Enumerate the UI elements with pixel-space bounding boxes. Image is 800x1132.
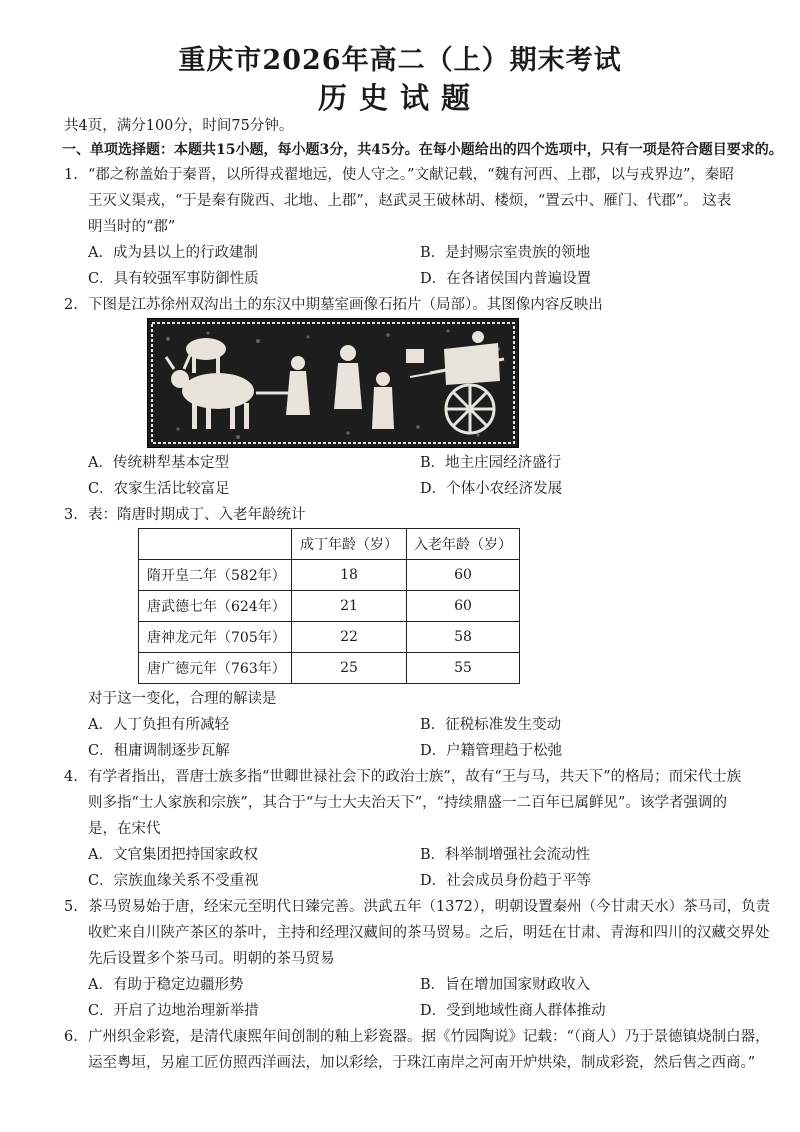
- option-d[interactable]: D．受到地域性商人群体推动: [420, 1003, 606, 1019]
- question-text: 对于这一变化，合理的解读是: [88, 691, 277, 707]
- table-cell-period: 唐广德元年（763年）: [139, 653, 292, 684]
- table-cell-period: 隋开皇二年（582年）: [139, 560, 292, 591]
- question-number: 2.: [64, 297, 78, 313]
- question-number: 1.: [64, 167, 78, 183]
- table-cell-period: 唐武德七年（624年）: [139, 591, 292, 622]
- question-text: 广州织金彩瓷，是清代康熙年间创制的釉上彩瓷器。据《竹园陶说》记载：“（商人）乃于景德镇烧制白器，: [88, 1029, 770, 1045]
- option-c[interactable]: C．具有较强军事防御性质: [88, 271, 259, 287]
- option-c[interactable]: C．宗族血缘关系不受重视: [88, 873, 259, 889]
- question-text: 是，在宋代: [88, 821, 161, 837]
- option-b[interactable]: B．科举制增强社会流动性: [420, 847, 591, 863]
- option-b[interactable]: B．是封赐宗室贵族的领地: [420, 245, 591, 261]
- question-text: 先后设置多个茶马司。明朝的茶马贸易: [88, 951, 335, 967]
- table-header-cell: 入老年龄（岁）: [407, 529, 520, 560]
- exam-info: 共4页，满分100分，时间75分钟。: [64, 118, 294, 134]
- rubbing-illustration: [148, 319, 518, 447]
- table-cell-old-age: 60: [407, 591, 520, 622]
- option-d[interactable]: D．社会成员身份趋于平等: [420, 873, 592, 889]
- option-b[interactable]: B．旨在增加国家财政收入: [420, 977, 591, 993]
- question-text: 运至粤垣，另雇工匠仿照西洋画法，加以彩绘，于珠江南岸之河南开炉烘染，制成彩瓷，然后售之西商。”: [88, 1055, 756, 1071]
- option-a[interactable]: A．成为县以上的行政建制: [88, 245, 258, 261]
- question-text: 有学者指出，晋唐士族多指“世卿世禄社会下的政治士族”，故有“王与马，共天下”的格局；而宋代士族: [88, 769, 742, 785]
- option-a[interactable]: A．有助于稳定边疆形势: [88, 977, 244, 993]
- option-a[interactable]: A．传统耕犁基本定型: [88, 455, 229, 471]
- subject-title: 历史试题: [317, 81, 482, 115]
- table-cell-adult-age: 22: [292, 622, 407, 653]
- question-number: 6.: [64, 1029, 78, 1045]
- table-row: [139, 653, 520, 684]
- option-c[interactable]: C．开启了边地治理新举措: [88, 1003, 259, 1019]
- table-cell-period: 唐神龙元年（705年）: [139, 622, 292, 653]
- question-text: 王灭义渠戎，“于是秦有陇西、北地、上郡”，赵武灵王破林胡、楼烦，“置云中、雁门、代郡”。 这表: [88, 193, 732, 209]
- question-text: 下图是江苏徐州双沟出土的东汉中期墓室画像石拓片（局部）。其图像内容反映出: [88, 297, 603, 313]
- question-text: 则多指“士人家族和宗族”，其合于“与士大夫治天下”，“持续鼎盛一二百年已属鲜见”。该学者强调的: [88, 795, 727, 811]
- table-cell-adult-age: 21: [292, 591, 407, 622]
- exam-title: 重庆市2026年高二（上）期末考试: [178, 45, 622, 76]
- option-c[interactable]: C．农家生活比较富足: [88, 481, 230, 497]
- table-row: [139, 622, 520, 653]
- option-a[interactable]: A．人丁负担有所减轻: [88, 717, 229, 733]
- question-number: 5.: [64, 899, 78, 915]
- table-cell-adult-age: 18: [292, 560, 407, 591]
- option-b[interactable]: B．地主庄园经济盛行: [420, 455, 562, 471]
- option-c[interactable]: C．租庸调制逐步瓦解: [88, 743, 230, 759]
- question-text: 表：隋唐时期成丁、入老年龄统计: [88, 507, 306, 523]
- question-number: 3.: [64, 507, 78, 523]
- section-heading: 一、单项选择题：本题共15小题，每小题3分，共45分。在每小题给出的四个选项中，只有一项是符合题目要求的。: [62, 142, 783, 158]
- table-cell-old-age: 55: [407, 653, 520, 684]
- stone-relief-rubbing-image: [147, 318, 519, 448]
- table-cell-old-age: 58: [407, 622, 520, 653]
- option-b[interactable]: B．征税标准发生变动: [420, 717, 562, 733]
- question-number: 4.: [64, 769, 78, 785]
- question-text: “郡之称盖始于秦晋，以所得戎翟地远，使人守之。”文献记载，“魏有河西、上郡，以与戎界边”，秦昭: [88, 167, 734, 183]
- question-text: 明当时的“郡”: [88, 219, 176, 235]
- table-header-row: [139, 529, 520, 560]
- table-header-cell: 成丁年龄（岁）: [292, 529, 407, 560]
- table-row: [139, 591, 520, 622]
- table-cell-old-age: 60: [407, 560, 520, 591]
- table-row: [139, 560, 520, 591]
- option-d[interactable]: D．个体小农经济发展: [420, 481, 563, 497]
- table-header-cell: [139, 529, 292, 560]
- question-text: 茶马贸易始于唐，经宋元至明代日臻完善。洪武五年（1372），明朝设置秦州（今甘肃天水）茶马司，负责: [88, 899, 771, 915]
- age-statistics-table: [138, 528, 520, 684]
- table-cell-adult-age: 25: [292, 653, 407, 684]
- option-d[interactable]: D．户籍管理趋于松弛: [420, 743, 563, 759]
- question-text: 收贮来自川陕产茶区的茶叶，主持和经理汉藏间的茶马贸易。之后，明廷在甘肃、青海和四川的汉藏交界处: [88, 925, 770, 941]
- option-d[interactable]: D．在各诸侯国内普遍设置: [420, 271, 592, 287]
- option-a[interactable]: A．文官集团把持国家政权: [88, 847, 258, 863]
